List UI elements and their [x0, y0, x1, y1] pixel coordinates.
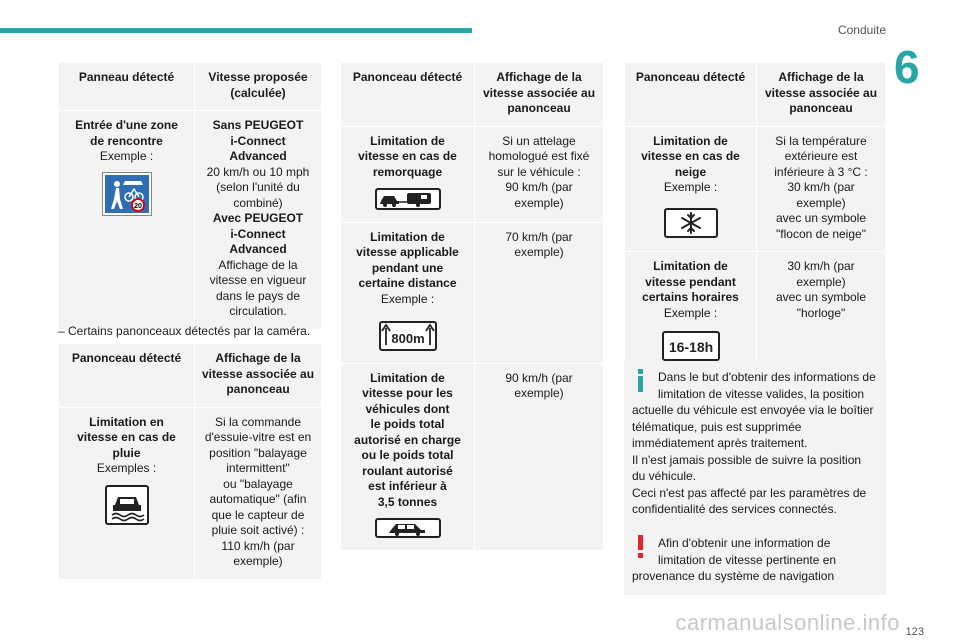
warning-notice: Afin d'obtenir une information de limitation de vitesse pertinente en provenance du système de navigation — [624, 527, 886, 595]
column-header: Panonceau détecté — [59, 344, 195, 408]
svg-text:800m: 800m — [390, 331, 425, 346]
warning-icon — [632, 535, 650, 557]
detected-sign-table — [58, 62, 322, 330]
column-header: Panneau détecté — [59, 63, 195, 111]
car-icon — [375, 518, 441, 538]
snowflake-icon — [664, 208, 718, 238]
column-header: Affichage de la vitesse associée au panonceau — [757, 63, 886, 127]
speed-cell: Sans PEUGEOT i-Connect Advanced 20 km/h ou 10 mph (selon l'unité du combiné) Avec PEUGEOT i-Connect Advanced Affichage de la vitesse en vigueur dans le pays de circulation. — [195, 111, 322, 330]
speed-cell: 70 km/h (par exemple) — [475, 222, 604, 363]
rain-panel-table — [58, 343, 322, 580]
meeting-zone-sign-icon — [103, 173, 151, 215]
rain-car-icon — [105, 485, 149, 525]
trailer-icon — [375, 188, 441, 210]
speed-cell: 30 km/h (par exemple) avec un symbole "horloge" — [757, 252, 886, 374]
svg-text:16-18h: 16-18h — [668, 339, 713, 355]
info-icon — [632, 369, 650, 391]
panel-table-middle — [340, 62, 604, 551]
column-header: Vitesse proposée (calculée) — [195, 63, 322, 111]
column-header: Panonceau détecté — [625, 63, 757, 127]
sign-cell: Limitation en vitesse en cas de pluie Exemples : — [59, 407, 195, 579]
panel-table-right — [624, 62, 886, 374]
chapter-number: 6 — [894, 41, 920, 93]
speed-cell: Si la commande d'essuie-vitre est en position "balayage intermittent" ou "balayage automatique" (afin que le capteur de pluie soit activé) : 110 km/h (par exemple) — [195, 407, 322, 579]
page-number: 123 — [905, 626, 924, 638]
svg-text:20: 20 — [133, 202, 142, 210]
sign-cell: Limitation de vitesse pour les véhicules dont le poids total autorisé en charge ou le poids total roulant autorisé est inférieur à 3,5 tonnes — [341, 363, 475, 550]
watermark: carmanualsonline.info — [675, 610, 900, 635]
sign-cell: Limitation de vitesse applicable pendant une certaine distance Exemple : 800m — [341, 222, 475, 363]
time-panel-icon — [662, 331, 720, 361]
column-header: Affichage de la vitesse associée au panonceau — [195, 344, 322, 408]
sign-cell: Entrée d'une zone de rencontre Exemple : 20 — [59, 111, 195, 330]
speed-cell: Si la température extérieure est inférieure à 3 °C : 30 km/h (par exemple) avec un symbole "flocon de neige" — [757, 126, 886, 252]
speed-cell: Si un attelage homologué est fixé sur le véhicule : 90 km/h (par exemple) — [475, 126, 604, 222]
column-header: Affichage de la vitesse associée au panonceau — [475, 63, 604, 127]
column-header: Panonceau détecté — [341, 63, 475, 127]
sign-cell: Limitation de vitesse en cas de neige Exemple : — [625, 126, 757, 252]
panel-note: – Certains panonceaux détectés par la caméra. — [58, 324, 311, 338]
sign-cell: Limitation de vitesse en cas de remorquage — [341, 126, 475, 222]
header-accent-bar — [0, 28, 472, 33]
distance-panel-icon — [379, 321, 437, 351]
section-title: Conduite — [837, 23, 886, 37]
info-notice: Dans le but d'obtenir des informations de limitation de vitesse valides, la position actuelle du véhicule est envoyée via le boîtier télématique, puis est supprimée immédiatement après traitement. Il n'est jamais possible de suivre la position du véhicule. Ceci n'est pas affecté par les paramètres de confidentialité des services connectés. — [624, 361, 886, 528]
speed-cell: 90 km/h (par exemple) — [475, 363, 604, 550]
sign-cell: Limitation de vitesse pendant certains horaires Exemple : 16-18h — [625, 252, 757, 374]
